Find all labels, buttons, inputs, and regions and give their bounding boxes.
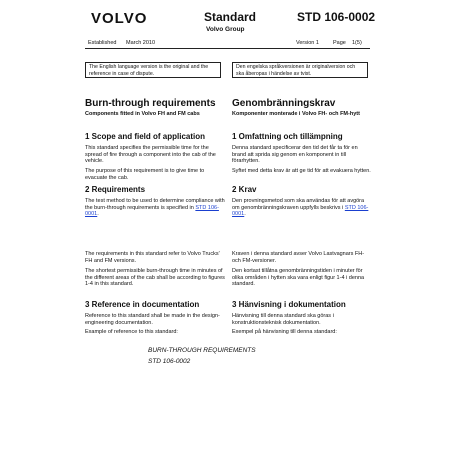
notice-swedish: Den engelska språkversionen är originalversion och ska åberopas i händelse av tvist. [232,62,368,78]
section-2-paragraph-1-end-english: . [97,211,99,218]
section-3-heading-swedish: 3 Hänvisning i dokumentation [232,300,346,309]
section-1-paragraph-2-english: The purpose of this requirement is to give time to evacuate the cab. [85,168,205,181]
section-2-heading-swedish: 2 Krav [232,185,257,194]
std-106-0001-link-swedish[interactable]: STD 106-0001 [232,204,369,218]
example-reference-number: STD 106-0002 [148,358,191,365]
section-2-paragraph-3-english: The shortest permissible burn-through time in minutes of the different areas of the cab shall be according to figures 1-4 in this standard. [85,268,225,288]
volvo-logo: VOLVO [91,10,148,27]
version: Version 1 [296,40,319,46]
section-1-heading-swedish: 1 Omfattning och tillämpning [232,132,343,141]
example-reference-title: BURN-THROUGH REQUIREMENTS [148,347,256,354]
section-2-paragraph-2-english: The requirements in this standard refer to Volvo Trucks' FH and FM versions. [85,251,220,264]
established-date: March 2010 [126,40,156,46]
title-english: Burn-through requirements [85,98,216,109]
organization: Volvo Group [206,26,245,33]
section-2-paragraph-1-text-english: The test method to be used to determine compliance with the burn-through requirements is specified in [85,198,225,211]
title-swedish: Genombränningskrav [232,98,336,109]
section-1-paragraph-1-english: This standard specifies the permissible time for the spread of fire through a component into the cab of the vehicle. [85,145,216,165]
document-type: Standard [204,10,257,24]
section-3-paragraph-2-swedish: Exempel på hänvisning till denna standard: [232,329,337,335]
section-2-paragraph-1-end-swedish: . [244,211,246,218]
section-2-heading-english: 2 Requirements [85,185,146,194]
section-1-heading-english: 1 Scope and field of application [85,132,206,141]
subtitle-swedish: Komponenter monterade i Volvo FH- och FM-hytt [232,111,360,117]
section-3-heading-english: 3 Reference in documentation [85,300,200,309]
section-2-paragraph-2-swedish: Kraven i denna standard avser Volvo Lastvagnars FH- och FM-versioner. [232,251,365,264]
subtitle-english: Components fitted in Volvo FH and FM cabs [85,111,200,117]
notice-english: The English language version is the original and the reference in case of dispute. [85,62,221,78]
section-1-paragraph-1-swedish: Denna standard specificerar den tid det får ta för en brand att sprida sig genom en komponent in till förarhytten. [232,145,358,165]
section-2-paragraph-3-swedish: Den kortast tillåtna genombränningstiden i minuter för olika områden i hytten ska vara enligt figur 1-4 i denna standard. [232,268,365,288]
established-label: Established [88,40,117,46]
section-3-paragraph-1-english: Reference to this standard shall be made in the design-engineering documentation. [85,313,220,326]
std-106-0001-link-english[interactable]: STD 106-0001 [85,204,219,218]
section-2-paragraph-1-text-swedish: Den provningsmetod som ska användas för att avgöra om genombränningskraven uppfylls beskrivs i [232,198,365,211]
section-2-paragraph-1-english [85,198,225,218]
header-divider [85,48,370,49]
standard-number: STD 106-0002 [297,10,376,24]
section-2-paragraph-1-swedish [232,198,372,218]
page-label: Page [333,40,346,46]
section-1-paragraph-2-swedish: Syftet med detta krav är att ge tid för att evakuera hytten. [232,168,371,174]
page-number: 1(5) [352,40,362,46]
section-3-paragraph-1-swedish: Hänvisning till denna standard ska göras i konstruktionsteknisk dokumentation. [232,313,334,326]
section-3-paragraph-2-english: Example of reference to this standard: [85,329,178,335]
